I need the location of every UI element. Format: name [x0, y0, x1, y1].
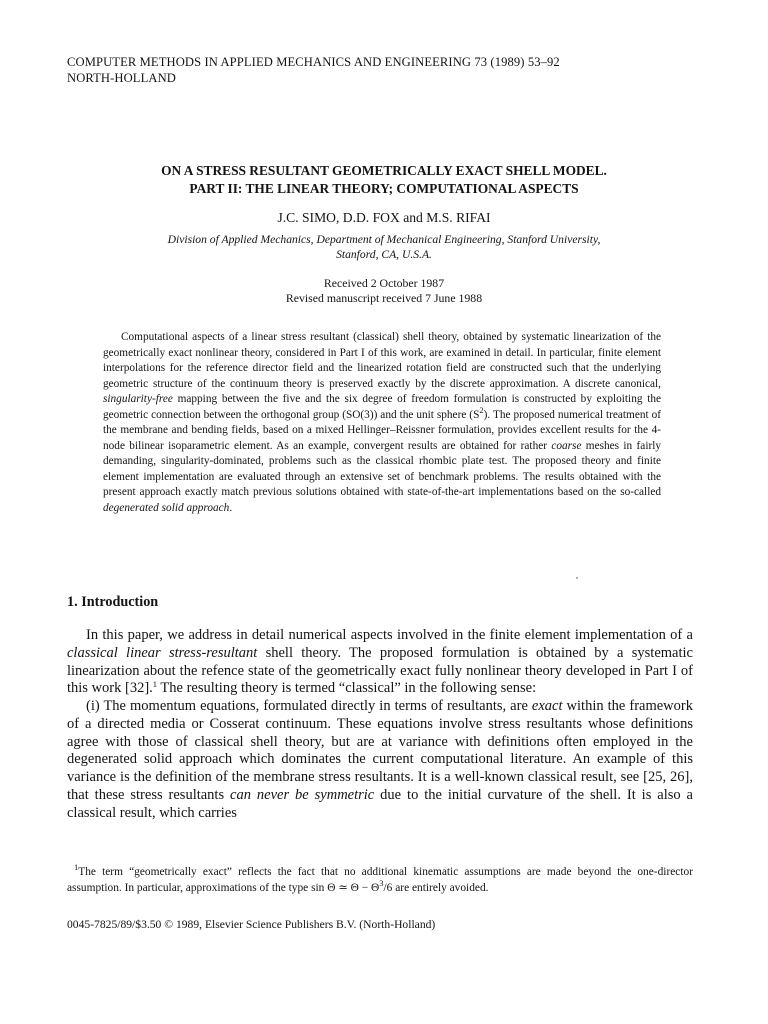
title-line-2: PART II: THE LINEAR THEORY; COMPUTATIONAL ASPECTS	[189, 181, 579, 196]
footnote-math: Θ ≃ Θ − Θ	[327, 882, 380, 894]
paper-title	[67, 162, 701, 198]
abstract-emphasis: singularity-free	[103, 393, 173, 406]
footnote-text: /6 are entirely avoided.	[383, 882, 489, 894]
introduction-body	[67, 627, 693, 822]
publisher-name: NORTH-HOLLAND	[67, 71, 176, 85]
body-emphasis: classical linear stress-resultant	[67, 644, 258, 661]
body-text: due to the initial curvature of the shell. It is also a classical result, which carries	[67, 786, 693, 821]
abstract-text: ). The proposed numerical treatment of the membrane and bending fields, based on a mixed Hellinger–Reissner formulation, provides excellent results for the 4-node bilinear isoparametric element. As an example, convergent results are obtained for rather	[103, 408, 661, 452]
title-line-1: ON A STRESS RESULTANT GEOMETRICALLY EXACT SHELL MODEL.	[161, 163, 607, 178]
abstract-text: .	[229, 502, 233, 515]
body-text: (i) The momentum equations, formulated directly in terms of resultants, are	[86, 698, 532, 714]
journal-citation: COMPUTER METHODS IN APPLIED MECHANICS AND ENGINEERING 73 (1989) 53–92	[67, 55, 560, 69]
scan-speck	[576, 577, 578, 579]
copyright-line: 0045-7825/89/$3.50 © 1989, Elsevier Science Publishers B.V. (North-Holland)	[67, 918, 436, 931]
footnote	[67, 864, 693, 896]
footnote-text: The term “geometrically exact” reflects the fact that no additional kinematic assumptions are made beyond the one-director assumption. In particular, approximations of the type sin	[67, 866, 693, 894]
abstract-emphasis: coarse	[551, 439, 582, 452]
body-text: In this paper, we address in detail numerical aspects involved in the finite element implementation of a	[86, 627, 693, 643]
affiliation-line-1: Division of Applied Mechanics, Department of Mechanical Engineering, Stanford University,	[167, 233, 601, 246]
abstract-superscript: 2	[479, 404, 484, 415]
abstract-text: Computational aspects of a linear stress resultant (classical) shell theory, obtained by systematic linearization of the geometrically exact nonlinear theory, considered in Part I of this work, are examined in detail. In particular, finite element interpolations for the reference director field and the linearized rotation field are constructed such that the underlying geometric structure of the continuum theory is preserved exactly by the discrete approximation. A discrete canonical,	[103, 331, 661, 390]
abstract	[103, 330, 661, 517]
intro-paragraph-1	[67, 627, 693, 698]
body-text: shell theory. The proposed formulation is obtained by a systematic linearization about the refence state of the geometrically exact fully nonlinear theory developed in Part I of this work [32].	[67, 644, 693, 697]
received-date: Received 2 October 1987	[323, 276, 445, 290]
body-emphasis: exact	[531, 698, 563, 714]
footnote-mark: 1	[74, 862, 79, 872]
affiliation	[67, 232, 701, 262]
abstract-text: mapping between the five and the six degree of freedom formulation is constructed by exploiting the geometric connection between the orthogonal group (SO(3)) and the unit sphere (S	[103, 393, 661, 421]
body-text: within the framework of a directed media or Cosserat continuum. These equations involve stress resultants whose definitions agree with those of classical shell theory, but are at variance with definitions often employed in the degenerated solid approach which dominates the current computational literature. An example of this variance is the definition of the membrane stress resultants. It is a well-known classical result, see [25, 26], that these stress resultants	[67, 698, 693, 803]
received-dates	[67, 276, 701, 306]
section-heading: 1. Introduction	[67, 594, 159, 610]
intro-paragraph-2	[67, 698, 693, 822]
abstract-emphasis: degenerated solid approach	[103, 502, 230, 515]
abstract-text: meshes in fairly demanding, singularity-dominated, problems such as the classical rhombic plate test. The proposed theory and finite element implementation are evaluated through an extensive set of benchmark problems. The results obtained with the present approach exactly match previous solutions obtained with state-of-the-art implementations based on the so-called	[103, 439, 662, 499]
body-emphasis: can never be symmetric	[230, 786, 375, 803]
affiliation-line-2: Stanford, CA, U.S.A.	[336, 248, 432, 261]
journal-header	[67, 54, 707, 86]
body-text: The resulting theory is termed “classical” in the following sense:	[157, 680, 537, 697]
footnote-superscript: 3	[379, 878, 384, 888]
author-list: J.C. SIMO, D.D. FOX and M.S. RIFAI	[277, 210, 491, 225]
revised-date: Revised manuscript received 7 June 1988	[285, 291, 483, 305]
footnote-reference: 1	[152, 679, 158, 690]
